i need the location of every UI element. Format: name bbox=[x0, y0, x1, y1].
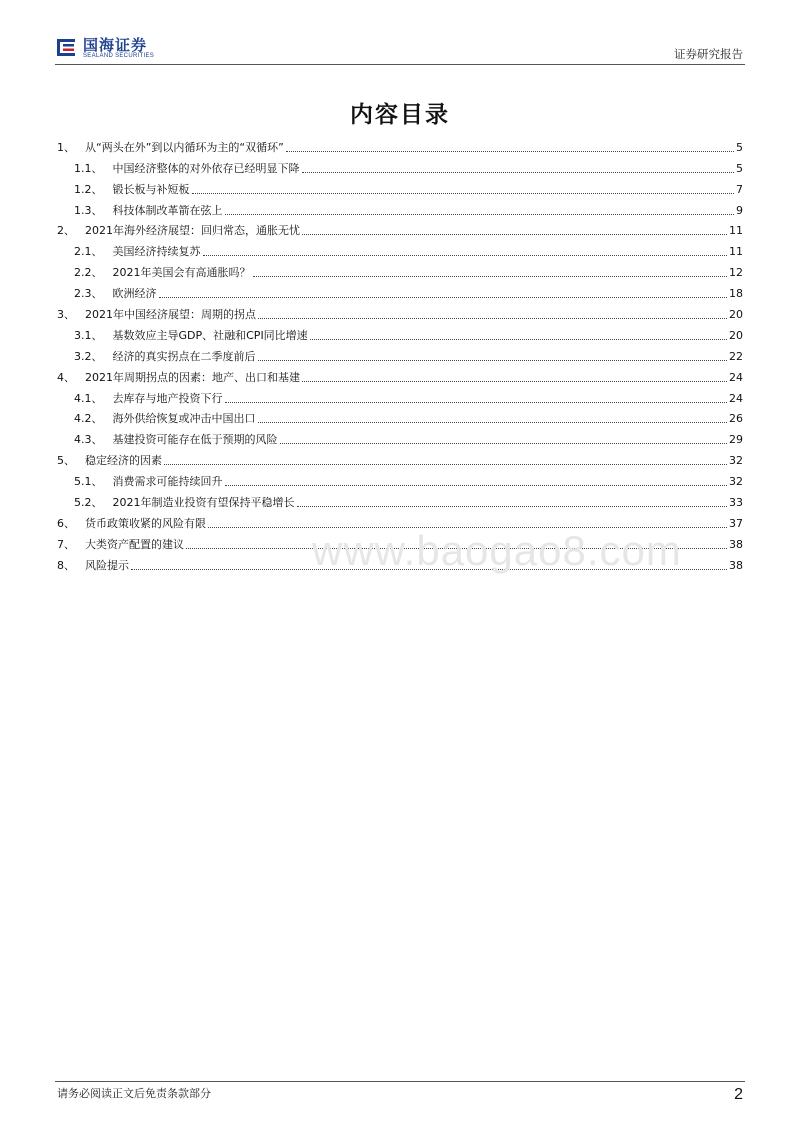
toc-entry-title: 2021年海外经济展望：回归常态，通胀无忧 bbox=[85, 224, 300, 238]
toc-entry[interactable] bbox=[57, 426, 743, 447]
toc-entry-title: 从“两头在外”到以内循环为主的“双循环” bbox=[85, 140, 284, 154]
toc-entry-page: 5 bbox=[736, 140, 743, 154]
toc-entry-title: 去库存与地产投资下行 bbox=[112, 391, 223, 405]
toc-dot-leader bbox=[192, 193, 735, 194]
toc-entry-title: 2021年美国会有高通胀吗？ bbox=[112, 266, 251, 280]
toc-dot-leader bbox=[286, 151, 734, 152]
toc-dot-leader bbox=[164, 464, 727, 465]
toc-entry-number: 1、 bbox=[57, 140, 75, 154]
toc-entry-title: 基建投资可能存在低于预期的风险 bbox=[112, 433, 278, 447]
toc-entry-page: 38 bbox=[729, 537, 743, 551]
toc-entry-number: 3、 bbox=[57, 308, 75, 322]
toc-entry-title: 风险提示 bbox=[85, 558, 129, 572]
toc-entry-page: 11 bbox=[729, 224, 743, 238]
toc-entry-number: 4.3、 bbox=[74, 433, 103, 447]
toc-dot-leader bbox=[280, 443, 728, 444]
toc-entry[interactable] bbox=[57, 280, 743, 301]
page-header bbox=[55, 34, 745, 64]
toc-entry-page: 7 bbox=[736, 182, 743, 196]
toc-entry-page: 32 bbox=[729, 454, 743, 468]
toc-entry-title: 锻长板与补短板 bbox=[112, 182, 190, 196]
toc-entry-title: 大类资产配置的建议 bbox=[85, 537, 184, 551]
toc-dot-leader bbox=[302, 381, 727, 382]
toc-entry-page: 12 bbox=[729, 266, 743, 280]
company-name-en: SEALAND SECURITIES bbox=[83, 53, 155, 59]
toc-entry[interactable] bbox=[57, 343, 743, 364]
toc-entry[interactable] bbox=[57, 155, 743, 176]
header-divider bbox=[55, 64, 745, 65]
toc-entry-title: 经济的真实拐点在二季度前后 bbox=[112, 349, 256, 363]
toc-entry-number: 1.1、 bbox=[74, 161, 103, 175]
table-of-contents bbox=[57, 134, 743, 573]
toc-entry-page: 18 bbox=[729, 287, 743, 301]
toc-entry[interactable] bbox=[57, 218, 743, 239]
toc-dot-leader bbox=[297, 506, 728, 507]
footer-divider bbox=[55, 1081, 745, 1082]
company-name-cn: 国海证券 bbox=[83, 36, 148, 54]
toc-entry[interactable] bbox=[57, 259, 743, 280]
toc-entry[interactable] bbox=[57, 364, 743, 385]
toc-entry-title: 海外供给恢复或冲击中国出口 bbox=[112, 412, 256, 426]
toc-dot-leader bbox=[302, 234, 727, 235]
toc-entry-title: 2021年中国经济展望：周期的拐点 bbox=[85, 308, 256, 322]
toc-entry-title: 美国经济持续复苏 bbox=[112, 245, 201, 259]
toc-entry[interactable] bbox=[57, 447, 743, 468]
toc-entry-page: 20 bbox=[729, 328, 743, 342]
toc-dot-leader bbox=[258, 360, 728, 361]
toc-entry[interactable] bbox=[57, 238, 743, 259]
toc-entry-title: 消费需求可能持续回升 bbox=[112, 475, 223, 489]
toc-entry-page: 5 bbox=[736, 161, 743, 175]
toc-dot-leader bbox=[225, 214, 735, 215]
toc-entry-number: 1.3、 bbox=[74, 203, 103, 217]
toc-entry-title: 中国经济整体的对外依存已经明显下降 bbox=[112, 161, 300, 175]
toc-dot-leader bbox=[258, 422, 728, 423]
toc-entry-number: 2、 bbox=[57, 224, 75, 238]
toc-entry-title: 稳定经济的因素 bbox=[85, 454, 162, 468]
page-number: 2 bbox=[734, 1086, 743, 1103]
toc-entry[interactable] bbox=[57, 406, 743, 427]
toc-entry-number: 3.1、 bbox=[74, 328, 103, 342]
toc-entry-page: 11 bbox=[729, 245, 743, 259]
toc-entry[interactable] bbox=[57, 468, 743, 489]
toc-entry-number: 5.2、 bbox=[74, 496, 103, 510]
toc-entry-title: 货币政策收紧的风险有限 bbox=[85, 516, 206, 530]
toc-entry-page: 38 bbox=[729, 558, 743, 572]
toc-entry[interactable] bbox=[57, 176, 743, 197]
toc-entry-page: 33 bbox=[729, 496, 743, 510]
toc-entry-number: 5.1、 bbox=[74, 475, 103, 489]
toc-entry-number: 4、 bbox=[57, 370, 75, 384]
toc-entry-title: 科技体制改革箭在弦上 bbox=[112, 203, 223, 217]
sealand-logo-icon bbox=[55, 36, 77, 58]
toc-entry-number: 7、 bbox=[57, 537, 75, 551]
toc-entry-title: 2021年制造业投资有望保持平稳增长 bbox=[112, 496, 295, 510]
toc-entry[interactable] bbox=[57, 489, 743, 510]
toc-entry-number: 1.2、 bbox=[74, 182, 103, 196]
toc-entry-number: 2.3、 bbox=[74, 287, 103, 301]
toc-entry[interactable] bbox=[57, 322, 743, 343]
toc-dot-leader bbox=[302, 172, 735, 173]
toc-entry-page: 32 bbox=[729, 475, 743, 489]
toc-entry-page: 24 bbox=[729, 391, 743, 405]
toc-entry-number: 5、 bbox=[57, 454, 75, 468]
toc-entry-title: 2021年周期拐点的因素：地产、出口和基建 bbox=[85, 370, 300, 384]
toc-entry-title: 基数效应主导GDP、社融和CPI同比增速 bbox=[112, 328, 308, 342]
toc-dot-leader bbox=[253, 276, 728, 277]
toc-entry-number: 4.2、 bbox=[74, 412, 103, 426]
toc-entry-page: 22 bbox=[729, 349, 743, 363]
toc-dot-leader bbox=[159, 297, 728, 298]
toc-entry-number: 2.1、 bbox=[74, 245, 103, 259]
toc-entry-number: 2.2、 bbox=[74, 266, 103, 280]
watermark: www.baogao8.com bbox=[312, 527, 682, 574]
toc-dot-leader bbox=[310, 339, 727, 340]
toc-dot-leader bbox=[225, 485, 728, 486]
report-type-label: 证券研究报告 bbox=[674, 47, 743, 61]
toc-entry-page: 9 bbox=[736, 203, 743, 217]
toc-entry[interactable] bbox=[57, 301, 743, 322]
toc-entry-page: 26 bbox=[729, 412, 743, 426]
toc-dot-leader bbox=[258, 318, 727, 319]
toc-entry[interactable] bbox=[57, 385, 743, 406]
disclaimer-note: 请务必阅读正文后免责条款部分 bbox=[57, 1087, 211, 1100]
toc-entry-number: 3.2、 bbox=[74, 349, 103, 363]
toc-dot-leader bbox=[225, 402, 728, 403]
toc-entry-title: 欧洲经济 bbox=[112, 287, 157, 301]
toc-entry[interactable] bbox=[57, 134, 743, 155]
toc-entry-page: 37 bbox=[729, 516, 743, 530]
toc-entry[interactable] bbox=[57, 197, 743, 218]
toc-entry-page: 24 bbox=[729, 370, 743, 384]
toc-entry-number: 6、 bbox=[57, 516, 75, 530]
toc-entry-page: 20 bbox=[729, 308, 743, 322]
toc-dot-leader bbox=[203, 255, 728, 256]
toc-entry-number: 8、 bbox=[57, 558, 75, 572]
toc-title: 内容目录 bbox=[350, 102, 450, 128]
toc-entry-page: 29 bbox=[729, 433, 743, 447]
toc-entry-number: 4.1、 bbox=[74, 391, 103, 405]
